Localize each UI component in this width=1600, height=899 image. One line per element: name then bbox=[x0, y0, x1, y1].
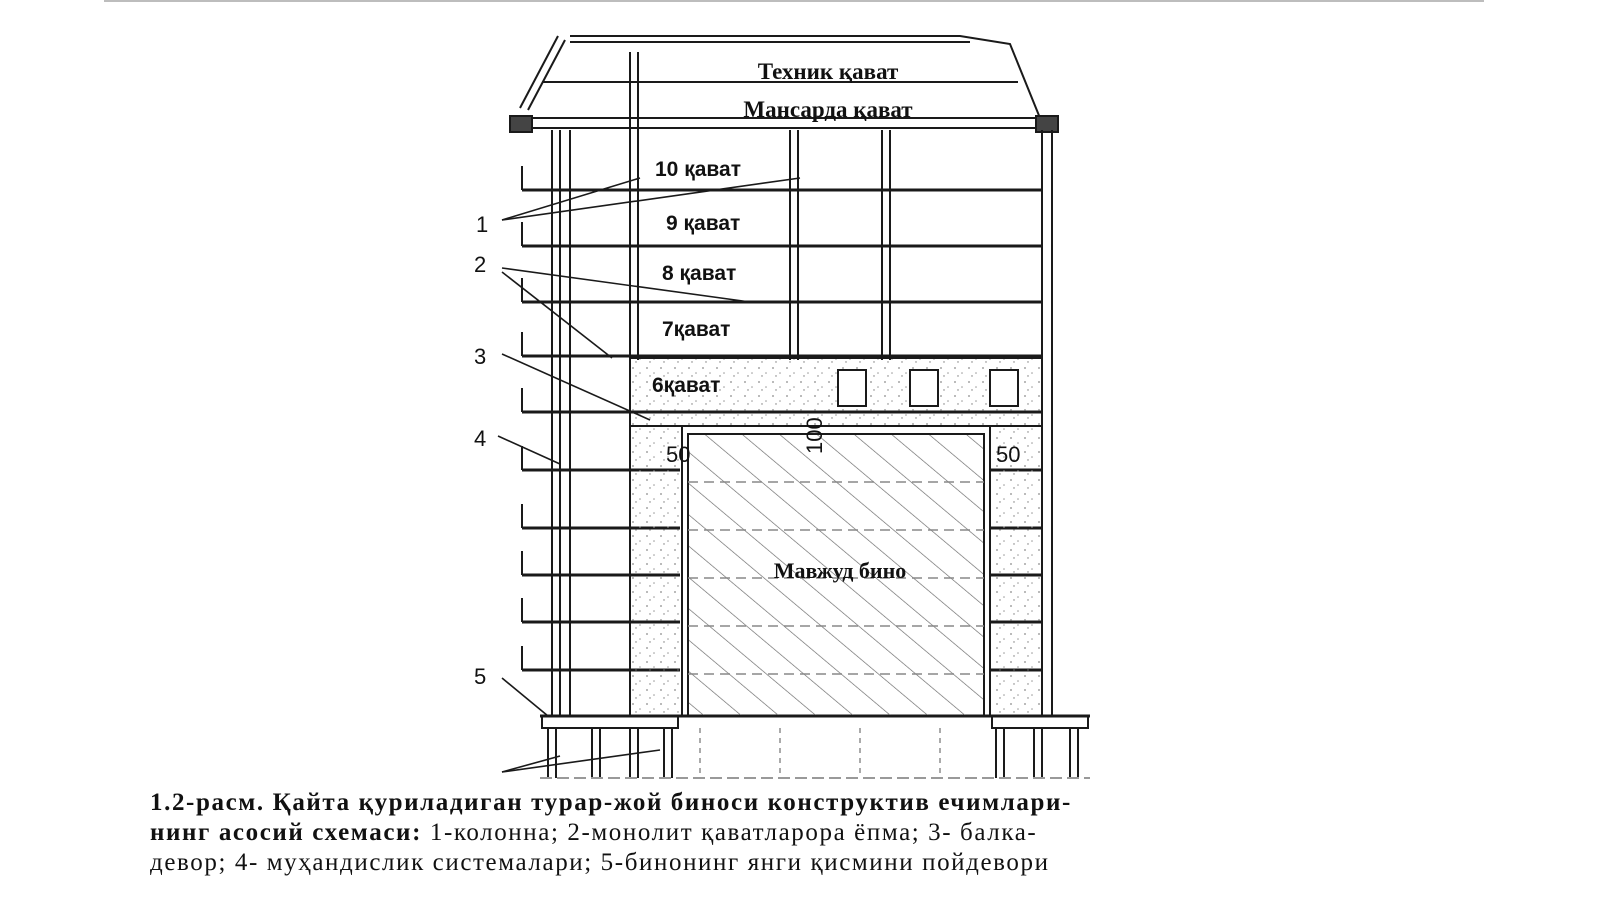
caption-line-2 bbox=[150, 818, 1450, 848]
callout-3: 3 bbox=[474, 344, 487, 369]
label-mansard-floor: Мансарда қават bbox=[743, 97, 913, 122]
label-floor-7: 7қават bbox=[662, 318, 731, 341]
dimension-top: 100 bbox=[802, 417, 827, 454]
label-floor-6: 6қават bbox=[652, 374, 721, 397]
label-floor-8: 8 қават bbox=[662, 262, 737, 285]
caption-line-3: девор; 4- муҳандислик системалари; 5-бинонинг янги қисмини пойдевори bbox=[150, 849, 1050, 876]
caption-line-2-rest: 1-колонна; 2-монолит қаватларора ёпма; 3- балка- bbox=[422, 819, 1038, 846]
caption-line-1: 1.2-расм. Қайта қуриладиган турар-жой биноси конструктив ечимлари- bbox=[150, 789, 1072, 816]
dimension-right: 50 bbox=[996, 442, 1021, 467]
label-floor-10: 10 қават bbox=[655, 158, 741, 181]
label-technical-floor: Техник қават bbox=[757, 59, 899, 84]
new-foundation bbox=[540, 716, 1090, 778]
figure-caption bbox=[150, 788, 1450, 878]
label-floor-9: 9 қават bbox=[666, 212, 741, 235]
callout-5: 5 bbox=[474, 664, 487, 689]
label-existing-building: Мавжуд бино bbox=[773, 558, 907, 583]
caption-line-2-bold: нинг асосий схемаси: bbox=[150, 819, 422, 846]
callout-2: 2 bbox=[474, 252, 487, 277]
callout-1: 1 bbox=[476, 212, 489, 237]
callout-4: 4 bbox=[474, 426, 487, 451]
dimension-left: 50 bbox=[666, 442, 691, 467]
